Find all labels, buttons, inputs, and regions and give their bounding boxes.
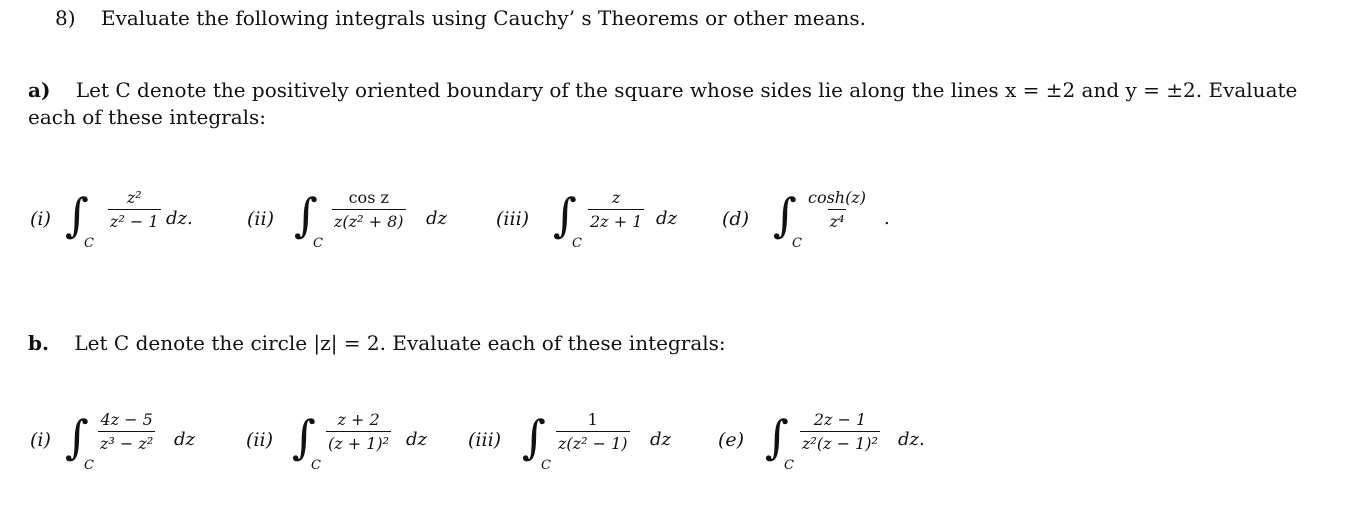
integral-sign-icon: ∫ xyxy=(553,188,577,242)
part-a-line1 xyxy=(28,80,1297,100)
integral-label: (iii) xyxy=(468,429,502,451)
fraction-denominator: z(z² + 8) xyxy=(332,209,406,231)
fraction-denominator: 2z + 1 xyxy=(588,209,644,231)
problem-header xyxy=(55,8,866,28)
fraction-numerator: 2z − 1 xyxy=(813,410,867,429)
integral-sign-icon: ∫ xyxy=(65,410,89,464)
integral-sign-icon: ∫ xyxy=(522,410,546,464)
differential: dz. xyxy=(166,208,193,229)
differential: dz xyxy=(174,429,196,450)
integral-label: (i) xyxy=(30,208,51,230)
part-a-text-line1: Let C denote the positively oriented boundary of the square whose sides lie along the lines x = ±2 and y = ±2. Evaluate xyxy=(75,78,1298,102)
integrand-fraction xyxy=(588,188,644,231)
integrand-fraction xyxy=(806,188,868,231)
fraction-numerator: 4z − 5 xyxy=(100,410,153,429)
fraction-denominator: z² − 1 xyxy=(108,209,161,231)
integral-label: (iii) xyxy=(496,208,530,230)
integral-subscript: C xyxy=(572,236,582,251)
problem-title: Evaluate the following integrals using Cauchy’ s Theorems or other means. xyxy=(100,6,867,30)
integral-subscript: C xyxy=(84,236,94,251)
integrand-fraction xyxy=(332,188,406,231)
fraction-numerator: z xyxy=(611,188,621,207)
differential: dz xyxy=(426,208,448,229)
integral-subscript: C xyxy=(541,458,551,473)
integral-sign-icon: ∫ xyxy=(765,410,789,464)
integral-subscript: C xyxy=(792,236,802,251)
problem-number: 8) xyxy=(55,6,76,30)
integrand-fraction xyxy=(108,188,161,231)
part-a-label: a) xyxy=(28,78,51,102)
integral-label: (e) xyxy=(718,429,745,451)
fraction-denominator: z³ − z² xyxy=(98,431,155,453)
integral-label: (d) xyxy=(722,208,749,230)
part-a-line2 xyxy=(28,107,266,127)
integrand-fraction xyxy=(800,410,880,453)
integrand-fraction xyxy=(98,410,155,453)
fraction-denominator: (z + 1)² xyxy=(326,431,391,453)
fraction-numerator: z + 2 xyxy=(337,410,380,429)
integral-label: (i) xyxy=(30,429,51,451)
fraction-numerator: z² xyxy=(126,188,142,207)
differential: dz xyxy=(650,429,672,450)
differential: dz. xyxy=(898,429,925,450)
differential: . xyxy=(884,208,890,229)
part-b-text: Let C denote the circle |z| = 2. Evaluate each of these integrals: xyxy=(74,331,726,355)
part-b-line xyxy=(28,333,726,353)
integral-label: (ii) xyxy=(247,208,274,230)
integrand-fraction xyxy=(326,410,391,453)
integral-sign-icon: ∫ xyxy=(65,188,89,242)
differential: dz xyxy=(406,429,428,450)
differential: dz xyxy=(656,208,678,229)
integral-subscript: C xyxy=(784,458,794,473)
integral-label: (ii) xyxy=(246,429,273,451)
fraction-denominator: z(z² − 1) xyxy=(556,431,630,453)
integral-sign-icon: ∫ xyxy=(294,188,318,242)
fraction-numerator: cos z xyxy=(348,188,389,207)
fraction-denominator: z⁴ xyxy=(828,209,847,231)
fraction-numerator: 1 xyxy=(587,410,598,429)
integral-sign-icon: ∫ xyxy=(773,188,797,242)
part-a-text-line2: each of these integrals: xyxy=(28,105,267,129)
fraction-denominator: z²(z − 1)² xyxy=(800,431,880,453)
integral-subscript: C xyxy=(311,458,321,473)
part-b-label: b. xyxy=(28,331,49,355)
integral-sign-icon: ∫ xyxy=(292,410,316,464)
integral-subscript: C xyxy=(313,236,323,251)
fraction-numerator: cosh(z) xyxy=(808,188,867,207)
integrand-fraction xyxy=(556,410,630,453)
integral-subscript: C xyxy=(84,458,94,473)
